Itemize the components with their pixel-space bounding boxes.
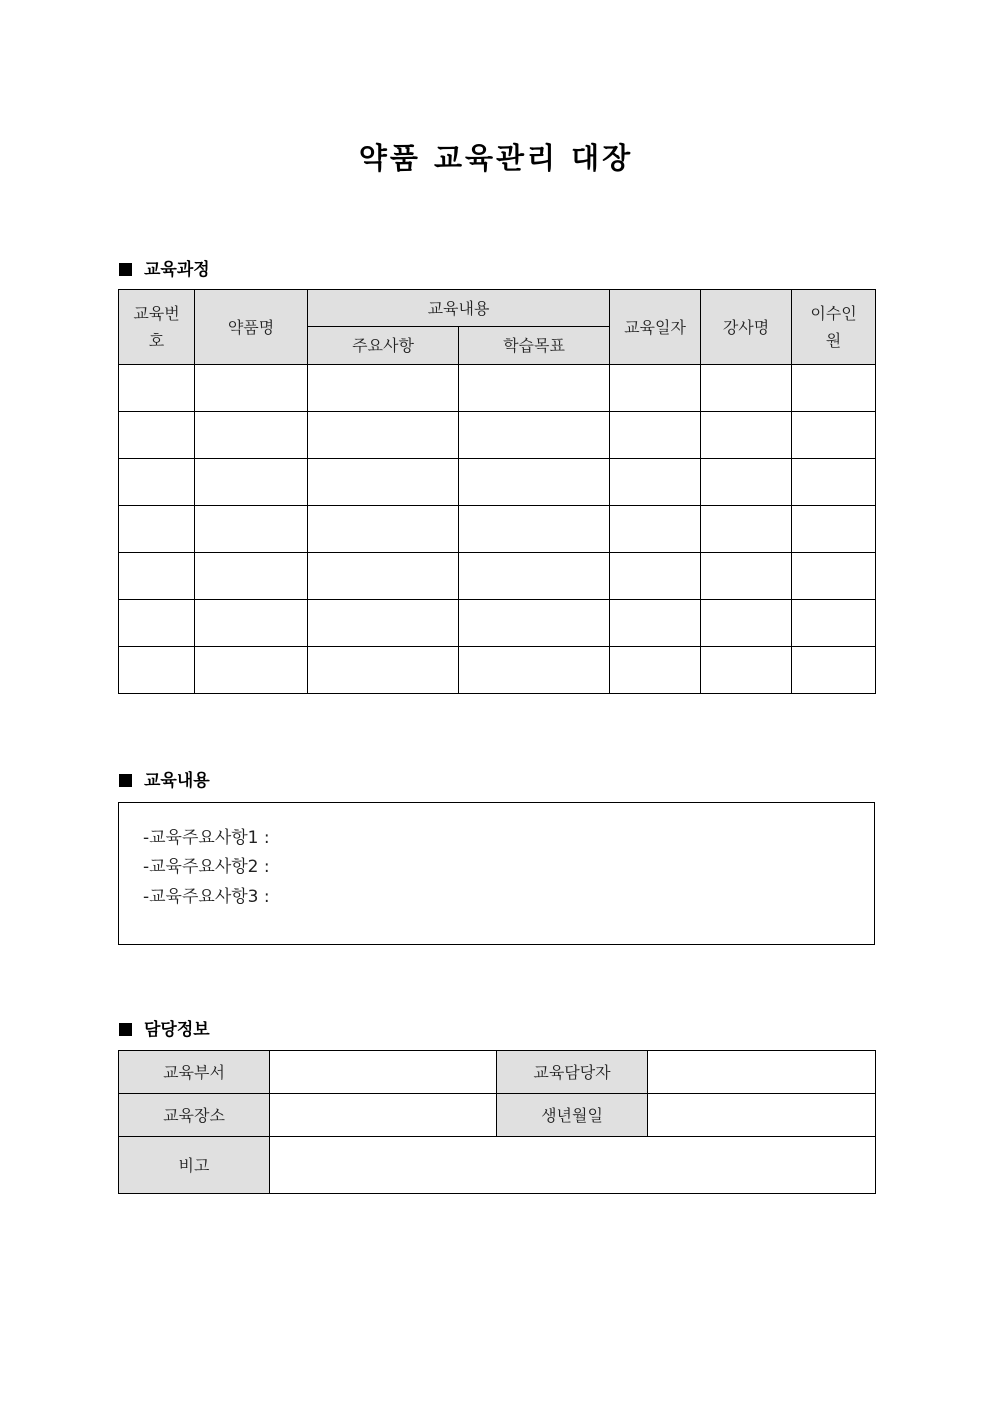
person-value-cell[interactable] xyxy=(648,1051,876,1094)
birth-label: 생년월일 xyxy=(497,1094,648,1137)
table-cell[interactable] xyxy=(701,647,792,694)
table-cell[interactable] xyxy=(195,365,308,412)
header-trainee-count: 이수인원 xyxy=(792,290,876,365)
header-drug-name: 약품명 xyxy=(195,290,308,365)
table-cell[interactable] xyxy=(792,506,876,553)
header-edu-content: 교육내용 xyxy=(308,290,610,327)
course-table xyxy=(118,289,876,694)
table-row xyxy=(119,553,876,600)
header-edu-no: 교육번호 xyxy=(119,290,195,365)
table-cell[interactable] xyxy=(610,553,701,600)
section-course-label: 교육과정 xyxy=(144,260,210,280)
table-cell[interactable] xyxy=(459,365,610,412)
table-cell[interactable] xyxy=(701,365,792,412)
table-cell[interactable] xyxy=(195,553,308,600)
table-cell[interactable] xyxy=(459,553,610,600)
table-cell[interactable] xyxy=(701,553,792,600)
table-cell[interactable] xyxy=(308,600,459,647)
table-cell[interactable] xyxy=(610,412,701,459)
table-cell[interactable] xyxy=(119,459,195,506)
header-instructor: 강사명 xyxy=(701,290,792,365)
table-cell[interactable] xyxy=(701,459,792,506)
table-cell[interactable] xyxy=(308,459,459,506)
table-cell[interactable] xyxy=(308,506,459,553)
table-cell[interactable] xyxy=(610,459,701,506)
section-manager-label: 담당정보 xyxy=(144,1020,210,1040)
info-table xyxy=(118,1050,876,1194)
square-bullet-icon xyxy=(119,774,132,787)
table-cell[interactable] xyxy=(701,412,792,459)
table-cell[interactable] xyxy=(195,459,308,506)
table-cell[interactable] xyxy=(308,647,459,694)
place-value-cell[interactable] xyxy=(270,1094,497,1137)
header-learning-goal: 학습목표 xyxy=(459,327,610,365)
table-cell[interactable] xyxy=(701,600,792,647)
table-cell[interactable] xyxy=(195,600,308,647)
table-cell[interactable] xyxy=(459,459,610,506)
table-cell[interactable] xyxy=(119,412,195,459)
table-row xyxy=(119,647,876,694)
table-cell[interactable] xyxy=(792,647,876,694)
table-cell[interactable] xyxy=(459,647,610,694)
section-manager-heading xyxy=(119,1015,210,1040)
content-line-2: -교육주요사항2 : xyxy=(143,857,270,877)
square-bullet-icon xyxy=(119,263,132,276)
table-cell[interactable] xyxy=(459,600,610,647)
section-content-heading xyxy=(119,766,210,791)
table-cell[interactable] xyxy=(459,506,610,553)
square-bullet-icon xyxy=(119,1023,132,1036)
table-cell[interactable] xyxy=(701,506,792,553)
birth-value-cell[interactable] xyxy=(648,1094,876,1137)
table-row xyxy=(119,412,876,459)
note-value-cell[interactable] xyxy=(270,1137,876,1194)
section-course-heading xyxy=(119,255,210,280)
section-content-label: 교육내용 xyxy=(144,771,210,791)
dept-value-cell[interactable] xyxy=(270,1051,497,1094)
table-cell[interactable] xyxy=(792,600,876,647)
table-cell[interactable] xyxy=(610,600,701,647)
content-line-3: -교육주요사항3 : xyxy=(143,887,270,907)
header-edu-date: 교육일자 xyxy=(610,290,701,365)
table-cell[interactable] xyxy=(119,553,195,600)
table-cell[interactable] xyxy=(610,365,701,412)
table-row xyxy=(119,459,876,506)
table-cell[interactable] xyxy=(119,506,195,553)
note-label: 비고 xyxy=(119,1137,270,1194)
table-cell[interactable] xyxy=(195,506,308,553)
table-cell[interactable] xyxy=(195,647,308,694)
header-main-items: 주요사항 xyxy=(308,327,459,365)
content-box[interactable] xyxy=(118,802,875,945)
person-label: 교육담당자 xyxy=(497,1051,648,1094)
table-cell[interactable] xyxy=(610,647,701,694)
table-row xyxy=(119,600,876,647)
table-cell[interactable] xyxy=(459,412,610,459)
table-cell[interactable] xyxy=(792,459,876,506)
content-line-1: -교육주요사항1 : xyxy=(143,828,270,848)
page-title: 약품 교육관리 대장 xyxy=(358,141,634,175)
table-cell[interactable] xyxy=(119,600,195,647)
table-cell[interactable] xyxy=(792,412,876,459)
table-cell[interactable] xyxy=(792,365,876,412)
table-cell[interactable] xyxy=(308,412,459,459)
dept-label: 교육부서 xyxy=(119,1051,270,1094)
table-cell[interactable] xyxy=(119,647,195,694)
table-row xyxy=(119,506,876,553)
table-cell[interactable] xyxy=(119,365,195,412)
table-cell[interactable] xyxy=(792,553,876,600)
table-cell[interactable] xyxy=(195,412,308,459)
table-row xyxy=(119,365,876,412)
place-label: 교육장소 xyxy=(119,1094,270,1137)
table-cell[interactable] xyxy=(308,553,459,600)
table-cell[interactable] xyxy=(610,506,701,553)
table-cell[interactable] xyxy=(308,365,459,412)
